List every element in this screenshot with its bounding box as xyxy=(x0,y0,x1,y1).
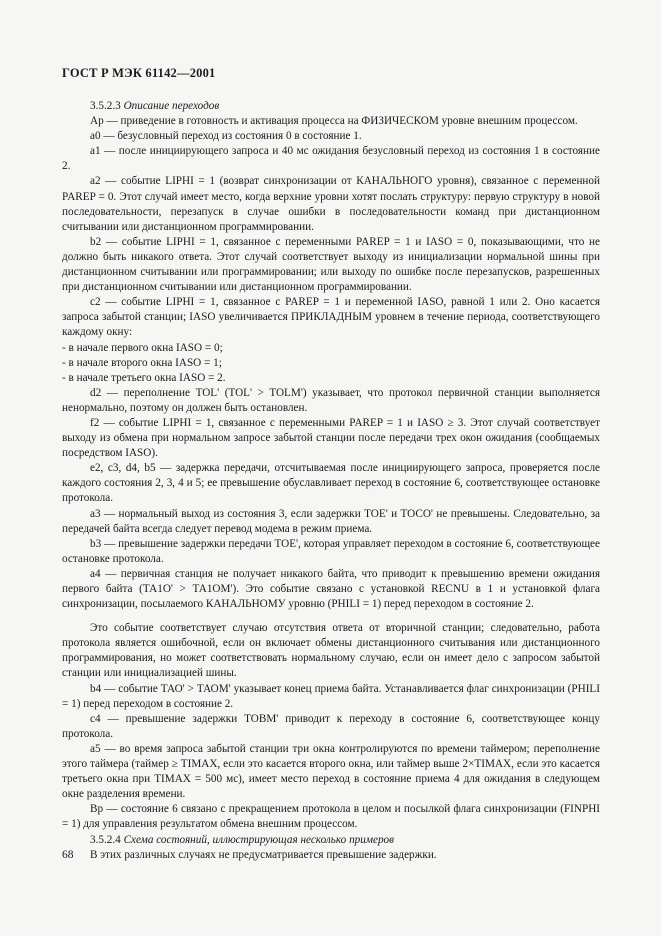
paragraph: а4 — первичная станция не получает никакого байта, что приводит к превышению времени ожидания первого байта (ТА1О' > ТА1ОМ'). Это событие связано с установкой RECNU в 1 и установкой флага синхронизации, посылаемого КАНАЛЬНОМУ уровню (PHILI = 1) перед переходом в состояние 2. xyxy=(62,567,600,611)
paragraph: b3 — превышение задержки передачи ТОЕ', которая управляет переходом в состояние 6, соответствующее остановке протокола. xyxy=(62,537,600,565)
paragraph: b2 — событие LIPHI = 1, связанное с переменными PAREP = 1 и IASO = 0, показывающими, что не должно быть никакого ответа. Этот случай соответствует выходу из инициализации нормальной шины при дистанционном считывании или программировании; или выходу по ошибке после перезапусков, разрешенных при дистанционном считывании или дистанционном программировании. xyxy=(62,235,600,294)
section-heading xyxy=(62,833,600,848)
page-number: 68 xyxy=(62,849,74,861)
paragraph: d2 — переполнение TOL' (TOL' > TOLM') указывает, что протокол первичной станции выполняется ненормально, поэтому он должен быть остановлен. xyxy=(62,386,600,414)
paragraph: а0 — безусловный переход из состояния 0 в состояние 1. xyxy=(90,130,362,143)
list-item: - в начале первого окна IASO = 0; xyxy=(62,341,223,354)
paragraph: а5 — во время запроса забытой станции три окна контролируются по времени таймером; переполнение этого таймера (таймер ≥ TIMAX, если это касается второго окна, или таймер выше 2×TIMAX, если это касается третьего окна при TIMAX = 500 мс), имеет место переход в состояние приема 4 для ожидания в следующем окне разделения времени. xyxy=(62,742,600,801)
paragraph: Вр — состояние 6 связано с прекращением протокола в целом и посылкой флага синхронизации (FINPHI = 1) для управления результатом обмена внешним процессом. xyxy=(62,803,600,831)
paragraph: е2, с3, d4, b5 — задержка передачи, отсчитываемая после инициирующего запроса, проверяется после каждого состояния 2, 3, 4 и 5; ее превышение обуславливает переход в состояние 6, соответствующее остановке протокола. xyxy=(62,462,600,505)
paragraph: В этих различных случаях не предусматривается превышение задержки. xyxy=(90,848,437,861)
paragraph: f2 — событие LIPHI = 1, связанное с переменными PAREP = 1 и IASO ≥ 3. Этот случай соответствует выходу из обмена при нормальном запросе забытой станции после передачи трех окон ожидания (сообщаемых посредством IASO). xyxy=(62,416,600,460)
paragraph: Ар — приведение в готовность и активация процесса на ФИЗИЧЕСКОМ уровне внешним процессом. xyxy=(90,115,578,128)
section-number: 3.5.2.4 xyxy=(90,833,121,846)
list-item: - в начале второго окна IASO = 1; xyxy=(62,356,222,369)
paragraph: b4 — событие ТАО' > ТАОМ' указывает конец приема байта. Устанавливается флаг синхронизации (PHILI = 1) перед переходом в состояние 2. xyxy=(62,682,600,710)
section-title: Схема состояний, иллюстрирующая несколько примеров xyxy=(123,833,394,846)
document-body xyxy=(62,99,600,863)
paragraph: а1 — после инициирующего запроса и 40 мс ожидания безусловный переход из состояния 1 в состояние 2. xyxy=(62,145,600,173)
list-item: - в начале третьего окна IASO = 2. xyxy=(62,371,226,384)
section-heading xyxy=(62,99,600,114)
section-number: 3.5.2.3 xyxy=(90,100,121,112)
paragraph: Это событие соответствует случаю отсутствия ответа от вторичной станции; следовательно, работа протокола является ошибочной, если он включает обмены дистанционного считывания или дистанционного программирования, но может соответствовать нормальному случаю, если он имеет дело с запросом забытой станции или инициализацией шины. xyxy=(62,622,600,680)
document-header: ГОСТ Р МЭК 61142—2001 xyxy=(62,66,216,80)
paragraph: с4 — превышение задержки TOBM' приводит к переходу в состояние 6, соответствующее концу протокола. xyxy=(62,712,600,740)
paragraph: а2 — событие LIPHI = 1 (возврат синхронизации от КАНАЛЬНОГО уровня), связанное с переменной PAREP = 0. Этот случай имеет место, когда верхние уровни хотят послать структуру: первую структуру в новой последовательности, перезапуск в случае ошибки в последовательности команд при дистанционном считывании или дистанционном программировании. xyxy=(62,175,600,233)
section-title: Описание переходов xyxy=(123,100,220,112)
paragraph: с2 — событие LIPHI = 1, связанное с PAREP = 1 и переменной IASO, равной 1 или 2. Оно касается запроса забытой станции; IASO увеличивается ПРИКЛАДНЫМ уровнем в течение периода, соответствующего каждому окну: xyxy=(62,296,600,339)
paragraph: а3 — нормальный выход из состояния 3, если задержки ТОЕ' и ТОСО' не превышены. Следовательно, за передачей байта всегда следует перевод модема в режим приема. xyxy=(62,507,600,535)
